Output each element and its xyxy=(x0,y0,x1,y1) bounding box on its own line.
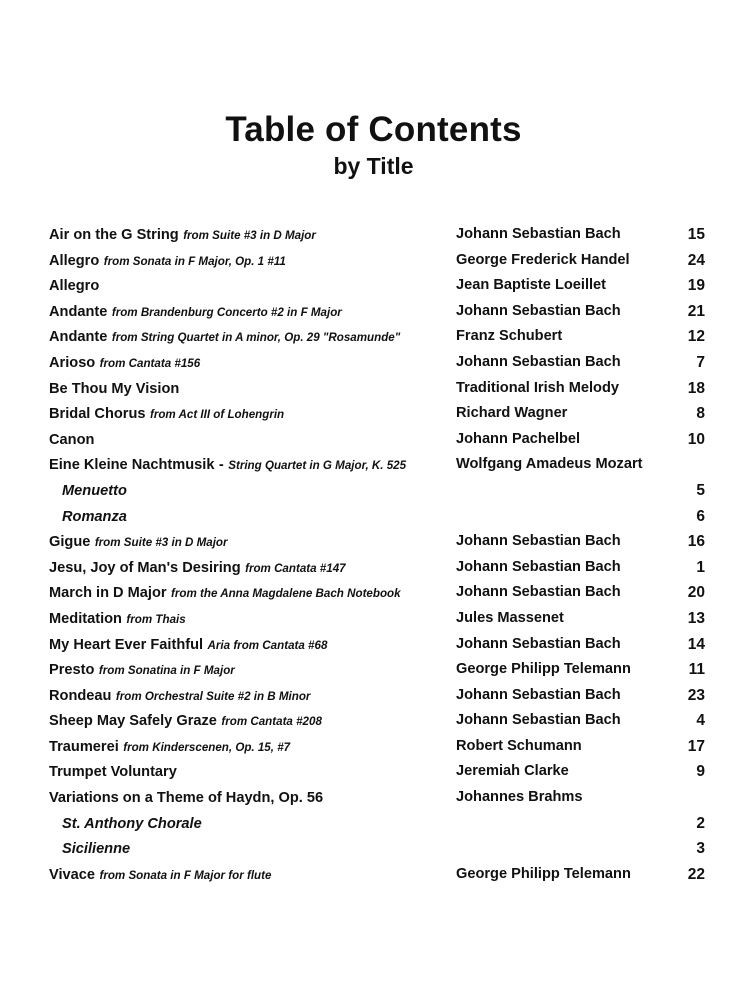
entry-composer: Johann Sebastian Bach xyxy=(456,584,621,601)
entry-detail: from Cantata #156 xyxy=(99,356,201,370)
entry-page-number: 24 xyxy=(687,251,705,269)
entry-title: Andante xyxy=(49,329,108,346)
entry-title-cell xyxy=(62,811,202,838)
entry-detail: from Cantata #147 xyxy=(245,561,346,575)
entry-title-cell xyxy=(49,401,284,428)
entry-page-number: 9 xyxy=(696,763,705,781)
entry-page-number: 17 xyxy=(687,737,705,755)
entry-title-cell xyxy=(49,427,94,454)
entry-title-cell xyxy=(49,862,271,889)
entry-detail: from Brandenburg Concerto #2 in F Major xyxy=(111,305,342,319)
entry-title-cell xyxy=(49,350,200,377)
entry-detail: from String Quartet in A minor, Op. 29 "Rosamunde" xyxy=(111,331,401,345)
entry-title-cell xyxy=(49,248,286,275)
toc-entry xyxy=(49,632,705,658)
entry-title-cell xyxy=(49,273,99,300)
subtitle-text: by Title xyxy=(333,153,414,179)
entry-composer: Johann Sebastian Bach xyxy=(456,686,621,703)
entry-title: Allegro xyxy=(49,278,100,295)
entry-page-number: 10 xyxy=(687,430,705,448)
entry-page-number: 12 xyxy=(687,328,705,346)
entry-detail: from Sonatina in F Major xyxy=(98,664,235,678)
entry-composer: George Frederick Handel xyxy=(456,251,630,268)
entry-page-number: 8 xyxy=(696,405,705,423)
entry-detail: from Thais xyxy=(126,612,186,626)
entry-composer: Jeremiah Clarke xyxy=(456,763,569,780)
entry-composer: Robert Schumann xyxy=(456,737,582,754)
entry-title: Allegro xyxy=(49,252,100,269)
toc-entry xyxy=(49,222,705,248)
page-subtitle xyxy=(0,153,747,180)
entry-title: Gigue xyxy=(49,534,91,551)
toc-entry xyxy=(49,248,705,274)
entry-page-number: 13 xyxy=(687,609,705,627)
toc-subentry xyxy=(49,478,705,504)
entry-composer: Traditional Irish Melody xyxy=(456,379,619,396)
entry-detail: from Sonata in F Major for flute xyxy=(99,868,272,882)
entry-title-cell xyxy=(49,759,177,786)
entry-detail: String Quartet in G Major, K. 525 xyxy=(228,459,407,473)
entry-title: Romanza xyxy=(62,508,127,525)
entry-title: Presto xyxy=(49,662,95,679)
toc-entry xyxy=(49,606,705,632)
entry-title-cell xyxy=(49,734,290,761)
entry-title: Eine Kleine Nachtmusik xyxy=(49,457,215,474)
entry-detail: from Cantata #208 xyxy=(221,715,322,729)
entry-title-cell xyxy=(49,452,406,479)
entry-title-cell xyxy=(49,606,186,633)
entry-title: Traumerei xyxy=(49,738,119,755)
toc-entry xyxy=(49,683,705,709)
entry-composer: Jules Massenet xyxy=(456,609,564,626)
entry-composer: Johann Sebastian Bach xyxy=(456,353,621,370)
entry-title-cell xyxy=(49,222,316,249)
toc-entry xyxy=(49,862,705,888)
entry-title: Be Thou My Vision xyxy=(49,380,180,397)
entry-title: Arioso xyxy=(49,354,96,371)
toc-entry xyxy=(49,452,705,478)
entry-composer: Johann Sebastian Bach xyxy=(456,226,621,242)
entry-page-number: 1 xyxy=(696,558,705,576)
toc-entry xyxy=(49,580,705,606)
entry-composer: Franz Schubert xyxy=(456,328,563,345)
entry-page-number: 19 xyxy=(687,277,705,295)
toc-entry xyxy=(49,785,705,811)
page-title: Table of Contents xyxy=(225,110,522,149)
entry-composer: Johann Sebastian Bach xyxy=(456,558,621,575)
toc-entry xyxy=(49,376,705,402)
entry-page-number: 6 xyxy=(696,507,705,525)
toc-entry xyxy=(49,273,705,299)
entry-detail: from Sonata in F Major, Op. 1 #11 xyxy=(103,254,286,268)
entry-title: Vivace xyxy=(49,866,95,883)
entry-page-number: 2 xyxy=(696,814,705,832)
entry-page-number: 15 xyxy=(687,226,705,243)
entry-composer: George Philipp Telemann xyxy=(456,661,631,678)
entry-title-cell xyxy=(49,376,179,403)
entry-composer: Jean Baptiste Loeillet xyxy=(456,277,607,294)
toc-entry xyxy=(49,401,705,427)
entry-title-cell xyxy=(49,708,322,735)
entry-title-cell xyxy=(49,683,310,710)
entry-title: Trumpet Voluntary xyxy=(49,764,177,781)
toc-entry xyxy=(49,708,705,734)
toc-entry xyxy=(49,734,705,760)
entry-title: Menuetto xyxy=(62,482,127,499)
entry-page-number: 21 xyxy=(687,302,705,320)
entry-title: Meditation xyxy=(49,610,122,627)
entry-detail: from Kinderscenen, Op. 15, #7 xyxy=(123,740,291,754)
entry-composer: Johann Sebastian Bach xyxy=(456,712,621,729)
entry-composer: Johann Sebastian Bach xyxy=(456,302,621,319)
table-of-contents-list xyxy=(49,222,705,887)
entry-composer: Johann Sebastian Bach xyxy=(456,635,621,652)
toc-subentry xyxy=(49,504,705,530)
entry-title-cell xyxy=(49,785,323,812)
entry-title-cell xyxy=(49,632,327,659)
entry-detail: from Orchestral Suite #2 in B Minor xyxy=(115,689,311,703)
entry-page-number: 14 xyxy=(687,635,705,653)
toc-entry xyxy=(49,555,705,581)
entry-title: Andante xyxy=(49,303,108,320)
toc-subentry xyxy=(49,836,705,862)
entry-title: March in D Major xyxy=(49,585,167,602)
entry-title: Sicilienne xyxy=(62,841,131,858)
entry-detail: from Act III of Lohengrin xyxy=(149,408,285,422)
toc-entry xyxy=(49,350,705,376)
entry-page-number: 20 xyxy=(687,584,705,602)
entry-composer: Richard Wagner xyxy=(456,405,568,422)
entry-page-number: 23 xyxy=(687,686,705,704)
entry-composer: George Philipp Telemann xyxy=(456,865,631,882)
entry-composer: Wolfgang Amadeus Mozart xyxy=(456,456,643,473)
entry-detail: Aria from Cantata #68 xyxy=(207,638,328,652)
entry-page-number: 4 xyxy=(696,712,705,730)
toc-entry xyxy=(49,759,705,785)
entry-page-number: 16 xyxy=(687,533,705,551)
entry-title-cell xyxy=(49,657,235,684)
toc-entry xyxy=(49,657,705,683)
entry-title-cell xyxy=(49,529,228,556)
entry-title-cell xyxy=(62,478,127,505)
entry-detail: from Suite #3 in D Major xyxy=(183,229,316,242)
entry-title: Bridal Chorus xyxy=(49,406,146,423)
entry-title: St. Anthony Chorale xyxy=(62,815,202,832)
entry-title: Canon xyxy=(49,431,95,448)
entry-page-number: 3 xyxy=(696,840,705,858)
entry-title: My Heart Ever Faithful xyxy=(49,636,204,653)
entry-title-cell xyxy=(62,504,127,531)
entry-page-number: 18 xyxy=(687,379,705,397)
entry-title: Rondeau xyxy=(49,687,112,704)
entry-title: Air on the G String xyxy=(49,227,179,243)
entry-page-number: 5 xyxy=(696,481,705,499)
entry-title-cell xyxy=(62,836,130,863)
toc-entry xyxy=(49,324,705,350)
toc-entry xyxy=(49,299,705,325)
entry-title-cell xyxy=(49,324,400,351)
entry-title: Variations on a Theme of Haydn, Op. 56 xyxy=(49,790,324,807)
entry-composer: Johannes Brahms xyxy=(456,789,583,806)
entry-title-cell xyxy=(49,555,346,582)
entry-title-cell xyxy=(49,299,342,326)
entry-detail: from Suite #3 in D Major xyxy=(94,536,228,550)
entry-page-number: 22 xyxy=(687,865,705,883)
entry-separator: - xyxy=(218,457,224,474)
entry-title-cell xyxy=(49,580,401,607)
entry-composer: Johann Sebastian Bach xyxy=(456,533,621,550)
entry-title: Sheep May Safely Graze xyxy=(49,713,217,730)
entry-composer: Johann Pachelbel xyxy=(456,430,581,447)
entry-page-number: 11 xyxy=(688,661,705,679)
toc-entry xyxy=(49,529,705,555)
toc-entry xyxy=(49,427,705,453)
toc-subentry xyxy=(49,811,705,837)
entry-page-number: 7 xyxy=(696,353,705,371)
entry-title: Jesu, Joy of Man's Desiring xyxy=(49,559,241,576)
entry-detail: from the Anna Magdalene Bach Notebook xyxy=(171,587,401,601)
